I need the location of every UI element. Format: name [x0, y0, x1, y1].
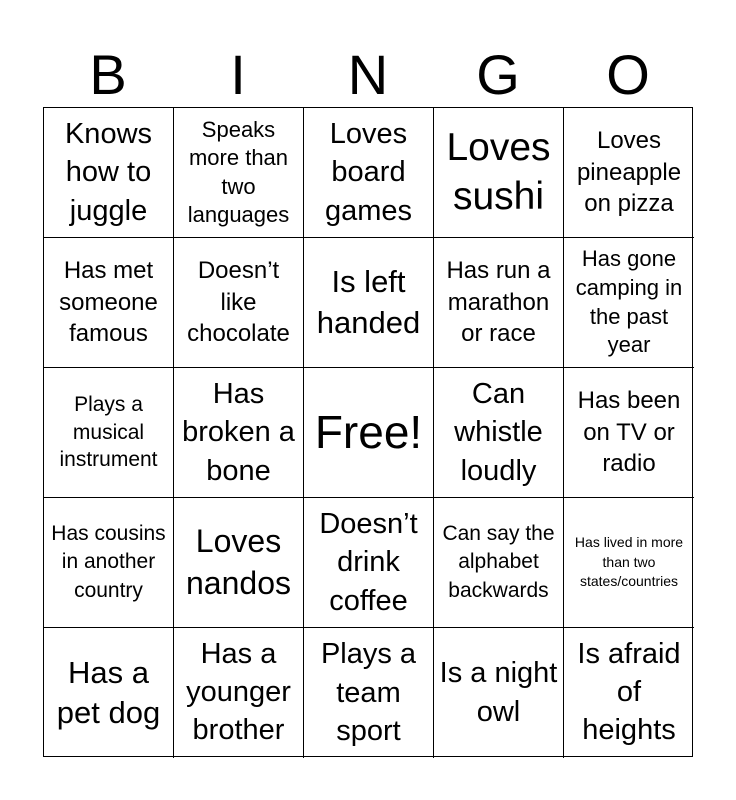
bingo-cell-text: Has a pet dog	[56, 654, 161, 730]
bingo-cell-text: Has met someone famous	[59, 256, 158, 348]
bingo-cell[interactable]	[174, 628, 304, 758]
bingo-cell-text: Speaks more than two languages	[187, 117, 290, 227]
header-letter-b: B	[89, 43, 127, 106]
bingo-cell-text: Loves nandos	[186, 522, 291, 601]
bingo-cell[interactable]	[44, 108, 174, 238]
bingo-cell[interactable]	[44, 498, 174, 628]
bingo-cell-text: Is afraid of heights	[577, 638, 681, 746]
bingo-cell-text: Loves board games	[324, 118, 413, 227]
bingo-cell-text: Has a younger brother	[186, 638, 291, 746]
bingo-cell[interactable]	[44, 238, 174, 368]
header-letter-n: N	[347, 43, 389, 106]
bingo-cell[interactable]	[304, 108, 434, 238]
bingo-cell[interactable]	[174, 368, 304, 498]
bingo-cell-text: Has gone camping in the past year	[575, 246, 683, 358]
bingo-cell[interactable]	[434, 368, 564, 498]
bingo-cell-text: Knows how to juggle	[64, 118, 153, 227]
bingo-cell-text: Has lived in more than two states/countries	[574, 534, 684, 590]
bingo-cell[interactable]	[434, 498, 564, 628]
bingo-cell-text: Plays a team sport	[320, 638, 417, 748]
bingo-cell[interactable]	[564, 628, 694, 758]
bingo-cell-text: Free!	[314, 405, 423, 458]
bingo-cell[interactable]	[174, 108, 304, 238]
bingo-cell[interactable]	[564, 108, 694, 238]
bingo-cell-text: Loves pineapple on pizza	[576, 126, 682, 218]
bingo-cell-text: Loves sushi	[446, 125, 551, 218]
bingo-cell[interactable]	[564, 238, 694, 368]
bingo-cell-text: Is left handed	[316, 264, 421, 340]
bingo-cell-text: Doesn’t like chocolate	[187, 256, 290, 348]
bingo-cell[interactable]	[564, 498, 694, 628]
bingo-cell[interactable]	[44, 628, 174, 758]
bingo-cell[interactable]	[174, 498, 304, 628]
bingo-cell[interactable]	[304, 628, 434, 758]
bingo-cell-text: Can say the alphabet backwards	[442, 521, 555, 602]
bingo-free-cell[interactable]	[304, 368, 434, 498]
bingo-cell-text: Has run a marathon or race	[446, 256, 551, 348]
bingo-cell[interactable]	[304, 498, 434, 628]
bingo-cell-text: Can whistle loudly	[454, 377, 543, 487]
bingo-cell[interactable]	[434, 628, 564, 758]
bingo-cell[interactable]	[304, 238, 434, 368]
header-letter-i: I	[230, 43, 246, 106]
bingo-cell-text: Has cousins in another country	[51, 521, 166, 602]
bingo-cell[interactable]	[44, 368, 174, 498]
bingo-cell-text: Has broken a bone	[182, 377, 295, 487]
bingo-cell-text: Doesn’t drink coffee	[319, 507, 418, 617]
bingo-cell-text: Is a night owl	[439, 657, 558, 728]
bingo-cell-text: Has been on TV or radio	[577, 386, 681, 478]
bingo-cell[interactable]	[434, 238, 564, 368]
bingo-header	[43, 44, 693, 106]
bingo-card-grid	[43, 107, 693, 757]
header-letter-o: O	[606, 43, 650, 106]
header-letter-g: G	[476, 43, 520, 106]
bingo-cell[interactable]	[174, 238, 304, 368]
bingo-cell[interactable]	[434, 108, 564, 238]
bingo-cell-text: Plays a musical instrument	[59, 392, 158, 472]
bingo-cell[interactable]	[564, 368, 694, 498]
